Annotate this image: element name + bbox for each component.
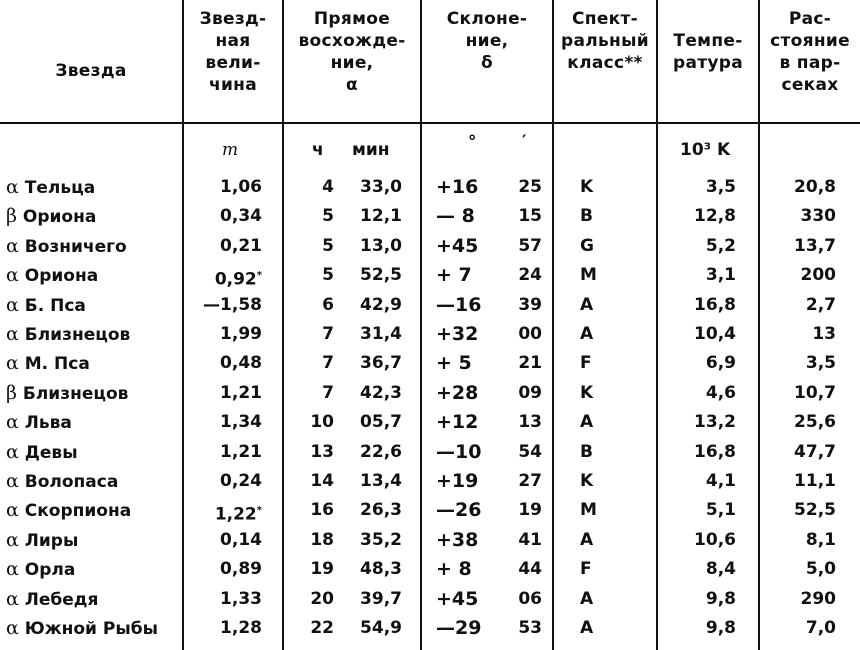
star-greek-letter: α: [6, 440, 19, 463]
ra-hours: 7: [322, 353, 334, 374]
footnote-mark: *: [256, 270, 262, 282]
dec-degrees: + 8: [436, 558, 472, 581]
star-greek-letter: α: [6, 558, 19, 581]
star-greek-letter: α: [6, 528, 19, 551]
star-name: [6, 496, 182, 525]
ra-minutes: 05,7: [360, 412, 402, 433]
dec-degrees: —16: [436, 293, 482, 316]
star-greek-letter: α: [6, 264, 19, 287]
temperature-value: 16,8: [694, 294, 736, 315]
spectral-class: M: [580, 500, 597, 521]
ra-hours: 5: [322, 265, 334, 286]
dec-degrees: +38: [436, 528, 479, 551]
column-divider: [758, 0, 760, 650]
dec-degrees: — 8: [436, 205, 475, 228]
dec-minutes: 54: [518, 441, 542, 462]
magnitude-value: 0,34: [220, 206, 262, 227]
star-name: [6, 408, 182, 437]
magnitude-value: 1,21: [220, 382, 262, 403]
spectral-class: F: [580, 559, 592, 580]
dec-minutes: 39: [518, 294, 542, 315]
spectral-class: K: [580, 471, 594, 491]
distance-value: 290: [800, 588, 836, 609]
magnitude-value: 0,48: [220, 353, 262, 374]
dec-degrees: + 7: [436, 264, 472, 287]
header-temperature: Темпе- ратура: [672, 31, 744, 73]
temperature-value: 12,8: [694, 206, 736, 227]
dec-degrees: —29: [436, 617, 482, 639]
ra-minutes: 13,4: [360, 471, 402, 491]
unit-arcminutes: ′: [522, 132, 527, 152]
distance-value: 3,5: [805, 353, 836, 374]
dec-degrees: +32: [436, 323, 479, 345]
header-right-ascension: Прямое восхожде- ние, α: [298, 9, 406, 95]
magnitude-value: 1,34: [220, 412, 262, 433]
distance-value: 13,7: [794, 235, 836, 256]
star-greek-letter: β: [6, 381, 17, 404]
star-greek-letter: α: [6, 293, 19, 316]
star-name: [6, 349, 182, 378]
unit-magnitude: m: [222, 140, 239, 160]
dec-minutes: 44: [518, 559, 542, 580]
ra-hours: 19: [310, 559, 334, 580]
magnitude-value: 1,22*: [214, 505, 262, 526]
ra-hours: 4: [322, 177, 334, 197]
star-constellation: Ориона: [16, 207, 97, 228]
ra-minutes: 26,3: [360, 500, 402, 521]
star-name: [6, 467, 182, 496]
dec-degrees: +19: [436, 470, 479, 492]
star-greek-letter: α: [6, 499, 19, 522]
star-greek-letter: α: [6, 323, 19, 345]
star-name: [6, 438, 182, 467]
star-name: [6, 202, 182, 231]
star-name: [6, 173, 182, 202]
dec-minutes: 41: [518, 529, 542, 550]
column-divider: [182, 0, 184, 650]
spectral-class: A: [580, 588, 594, 609]
header-divider: [0, 122, 860, 124]
temperature-value: 4,6: [705, 382, 736, 403]
spectral-class: A: [580, 618, 594, 638]
distance-value: 52,5: [794, 500, 836, 521]
spectral-class: G: [580, 235, 594, 256]
ra-minutes: 13,0: [360, 235, 402, 256]
column-divider: [552, 0, 554, 650]
dec-minutes: 27: [518, 471, 542, 491]
dec-minutes: 57: [518, 235, 542, 256]
header-spectral-class: Спект- ральный класс**: [561, 9, 649, 73]
distance-value: 200: [800, 265, 836, 286]
star-name: [6, 585, 182, 614]
magnitude-value: 0,14: [220, 529, 262, 550]
dec-degrees: + 5: [436, 352, 472, 375]
temperature-value: 10,4: [694, 324, 736, 344]
star-constellation: Тельца: [18, 178, 96, 198]
temperature-value: 5,2: [705, 235, 736, 256]
temperature-value: 10,6: [694, 529, 736, 550]
star-constellation: Льва: [18, 413, 72, 434]
dec-minutes: 24: [518, 265, 542, 286]
ra-hours: 14: [310, 471, 334, 491]
spectral-class: A: [580, 412, 594, 433]
ra-minutes: 52,5: [360, 265, 402, 286]
ra-hours: 13: [310, 441, 334, 462]
distance-value: 8,1: [805, 529, 836, 550]
ra-hours: 7: [322, 382, 334, 403]
dec-minutes: 13: [518, 412, 542, 433]
distance-value: 11,1: [794, 471, 836, 491]
magnitude-value: 1,06: [220, 177, 262, 197]
distance-value: 7,0: [805, 618, 836, 638]
ra-hours: 5: [322, 206, 334, 227]
temperature-value: 3,5: [705, 177, 736, 197]
star-greek-letter: α: [6, 411, 19, 434]
star-constellation: Волопаса: [18, 472, 119, 492]
temperature-value: 9,8: [705, 588, 736, 609]
dec-minutes: 09: [518, 382, 542, 403]
ra-minutes: 48,3: [360, 559, 402, 580]
distance-value: 5,0: [805, 559, 836, 580]
distance-value: 47,7: [794, 441, 836, 462]
ra-minutes: 39,7: [360, 588, 402, 609]
star-greek-letter: β: [6, 205, 17, 228]
dec-minutes: 00: [518, 324, 542, 344]
star-constellation: Орла: [18, 560, 76, 581]
temperature-value: 16,8: [694, 441, 736, 462]
temperature-value: 6,9: [705, 353, 736, 374]
spectral-class: K: [580, 382, 594, 403]
star-name: [6, 261, 182, 290]
magnitude-value: 1,33: [220, 588, 262, 609]
star-constellation: Девы: [18, 442, 78, 463]
ra-minutes: 22,6: [360, 441, 402, 462]
temperature-value: 13,2: [694, 412, 736, 433]
dec-minutes: 06: [518, 588, 542, 609]
magnitude-value: 0,92*: [214, 269, 262, 290]
star-constellation: Южной Рыбы: [18, 619, 158, 639]
ra-minutes: 42,3: [360, 382, 402, 403]
spectral-class: A: [580, 529, 594, 550]
star-constellation: Возничего: [18, 236, 127, 257]
unit-degrees: °: [468, 132, 477, 152]
magnitude-value: 1,99: [220, 324, 262, 344]
spectral-class: M: [580, 265, 597, 286]
magnitude-value: 0,24: [220, 471, 262, 491]
magnitude-value: 0,89: [220, 559, 262, 580]
star-name: [6, 379, 182, 408]
ra-minutes: 42,9: [360, 294, 402, 315]
header-star: Звезда: [55, 61, 127, 81]
star-name: [6, 320, 182, 349]
magnitude-value: 0,21: [220, 235, 262, 256]
star-greek-letter: α: [6, 470, 19, 492]
distance-value: 2,7: [805, 294, 836, 315]
star-constellation: Скорпиона: [18, 501, 132, 522]
distance-value: 10,7: [794, 382, 836, 403]
column-divider: [282, 0, 284, 650]
dec-degrees: +45: [436, 234, 479, 257]
star-constellation: Лиры: [18, 530, 79, 551]
distance-value: 20,8: [794, 177, 836, 197]
dec-minutes: 15: [518, 206, 542, 227]
star-greek-letter: α: [6, 176, 19, 198]
star-constellation: Лебедя: [18, 589, 99, 610]
ra-minutes: 12,1: [360, 206, 402, 227]
star-constellation: Б. Пса: [18, 295, 86, 316]
star-name: [6, 291, 182, 320]
dec-degrees: +45: [436, 587, 479, 610]
star-name: [6, 232, 182, 261]
dec-minutes: 53: [518, 618, 542, 638]
dec-degrees: —26: [436, 499, 482, 522]
star-name: [6, 614, 182, 643]
distance-value: 25,6: [794, 412, 836, 433]
temperature-value: 3,1: [705, 265, 736, 286]
magnitude-value: —1,58: [203, 294, 262, 315]
dec-minutes: 21: [518, 353, 542, 374]
ra-minutes: 36,7: [360, 353, 402, 374]
footnote-mark: *: [256, 505, 262, 517]
dec-degrees: +12: [436, 411, 479, 434]
ra-hours: 7: [322, 324, 334, 344]
temperature-value: 8,4: [705, 559, 736, 580]
spectral-class: K: [580, 177, 594, 197]
header-magnitude: Звезд- ная вели- чина: [199, 9, 267, 95]
temperature-value: 9,8: [705, 618, 736, 638]
dec-minutes: 25: [518, 177, 542, 197]
star-greek-letter: α: [6, 234, 19, 257]
dec-degrees: +28: [436, 381, 479, 404]
column-divider: [420, 0, 422, 650]
unit-minutes: мин: [352, 140, 390, 160]
ra-hours: 22: [310, 618, 334, 638]
unit-temperature: 10³ K: [680, 140, 731, 160]
header-distance: Рас- стояние в пар- секах: [770, 9, 850, 95]
star-name: [6, 555, 182, 584]
ra-hours: 5: [322, 235, 334, 256]
star-greek-letter: α: [6, 352, 19, 375]
spectral-class: B: [580, 441, 593, 462]
star-constellation: Близнецов: [16, 383, 129, 404]
ra-hours: 20: [310, 588, 334, 609]
spectral-class: B: [580, 206, 593, 227]
dec-degrees: +16: [436, 176, 479, 198]
column-divider: [656, 0, 658, 650]
star-name: [6, 526, 182, 555]
header-declination: Склоне- ние, δ: [446, 9, 528, 73]
ra-minutes: 33,0: [360, 177, 402, 197]
ra-minutes: 31,4: [360, 324, 402, 344]
ra-hours: 10: [310, 412, 334, 433]
dec-degrees: —10: [436, 440, 482, 463]
spectral-class: A: [580, 294, 594, 315]
star-constellation: Ориона: [18, 266, 99, 287]
magnitude-value: 1,21: [220, 441, 262, 462]
unit-hours: ч: [312, 140, 324, 160]
star-greek-letter: α: [6, 587, 19, 610]
ra-minutes: 35,2: [360, 529, 402, 550]
dec-minutes: 19: [518, 500, 542, 521]
ra-minutes: 54,9: [360, 618, 402, 638]
distance-value: 13: [812, 324, 836, 344]
temperature-value: 4,1: [705, 471, 736, 491]
spectral-class: A: [580, 324, 594, 344]
star-greek-letter: α: [6, 617, 19, 639]
spectral-class: F: [580, 353, 592, 374]
ra-hours: 6: [322, 294, 334, 315]
magnitude-value: 1,28: [220, 618, 262, 638]
star-constellation: Близнецов: [18, 325, 131, 345]
star-constellation: М. Пса: [18, 354, 90, 375]
distance-value: 330: [800, 206, 836, 227]
temperature-value: 5,1: [705, 500, 736, 521]
ra-hours: 18: [310, 529, 334, 550]
ra-hours: 16: [310, 500, 334, 521]
